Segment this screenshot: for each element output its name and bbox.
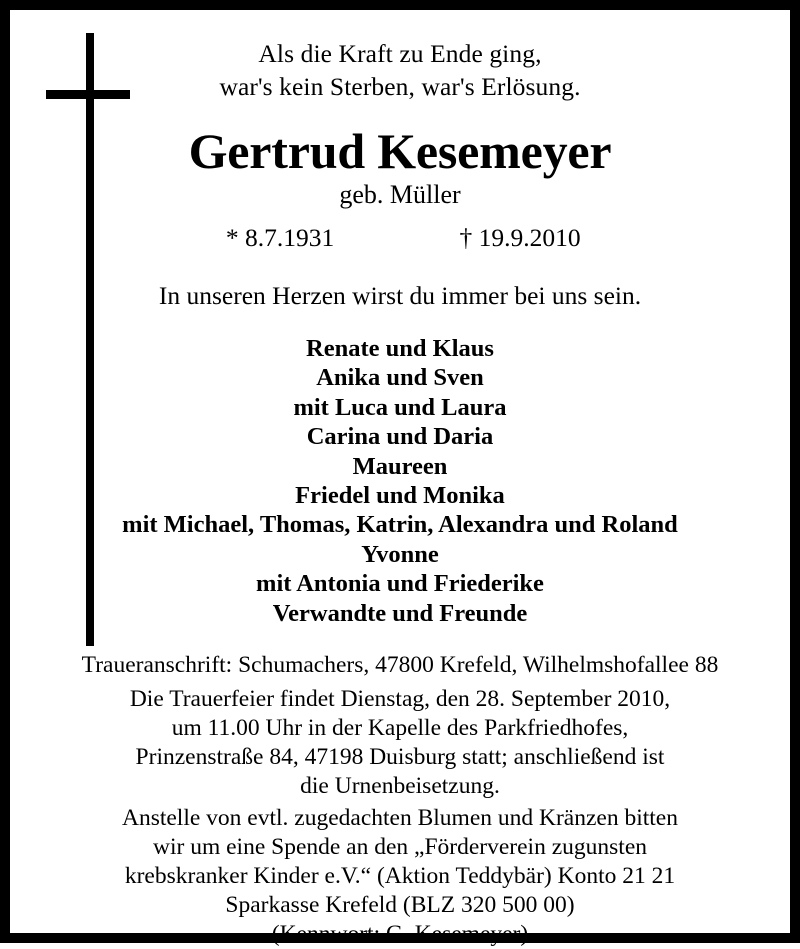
mourners-line: Verwandte und Freunde: [272, 599, 528, 627]
epitaph-line-2: war's kein Sterben, war's Erlösung.: [219, 72, 581, 101]
life-dates: [10, 223, 790, 253]
donation-line: Sparkasse Krefeld (BLZ 320 500 00): [225, 892, 575, 919]
mourners-line: mit Antonia und Friederike: [256, 570, 544, 598]
birth-date: * 8.7.1931: [225, 223, 335, 252]
mourners-line: Friedel und Monika: [295, 482, 505, 510]
ceremony-details: [10, 685, 790, 801]
deceased-name: Gertrud Kesemeyer: [188, 123, 612, 179]
donation-line: krebskranker Kinder e.V.“ (Aktion Teddybär) Konto 21 21: [124, 863, 676, 890]
donation-line: (Kennwort: G. Kesemeyer): [271, 921, 529, 948]
donation-line: wir um eine Spende an den „Förderverein zugunsten: [153, 834, 647, 861]
ceremony-line: die Urnenbeisetzung.: [300, 773, 500, 800]
ceremony-line: Die Trauerfeier findet Dienstag, den 28. September 2010,: [129, 686, 671, 713]
mourners-line: Renate und Klaus: [306, 335, 494, 362]
mourners-list: [10, 334, 790, 628]
donation-request: [10, 804, 790, 949]
mourners-line: Yvonne: [361, 540, 439, 568]
mourners-line: Carina und Daria: [306, 423, 494, 451]
mourners-line: mit Luca und Laura: [293, 393, 507, 421]
ceremony-line: um 11.00 Uhr in der Kapelle des Parkfriedhofes,: [171, 715, 629, 742]
epitaph: [10, 10, 790, 103]
memorial-message: In unseren Herzen wirst du immer bei uns sein.: [158, 281, 642, 310]
epitaph-line-1: Als die Kraft zu Ende ging,: [258, 39, 542, 68]
obituary-card: [10, 10, 790, 948]
donation-line: Anstelle von evtl. zugedachten Blumen und Kränzen bitten: [121, 805, 678, 832]
obituary-content: [10, 10, 790, 948]
death-date: † 19.9.2010: [459, 223, 581, 252]
ceremony-line: Prinzenstraße 84, 47198 Duisburg statt; anschließend ist: [135, 744, 665, 771]
mourners-line: mit Michael, Thomas, Katrin, Alexandra und Roland: [122, 511, 678, 539]
mourning-address: Traueranschrift: Schumachers, 47800 Krefeld, Wilhelmshofallee 88: [81, 652, 719, 679]
mourners-line: Maureen: [352, 452, 448, 480]
maiden-name: geb. Müller: [339, 180, 461, 209]
mourners-line: Anika und Sven: [316, 364, 484, 392]
